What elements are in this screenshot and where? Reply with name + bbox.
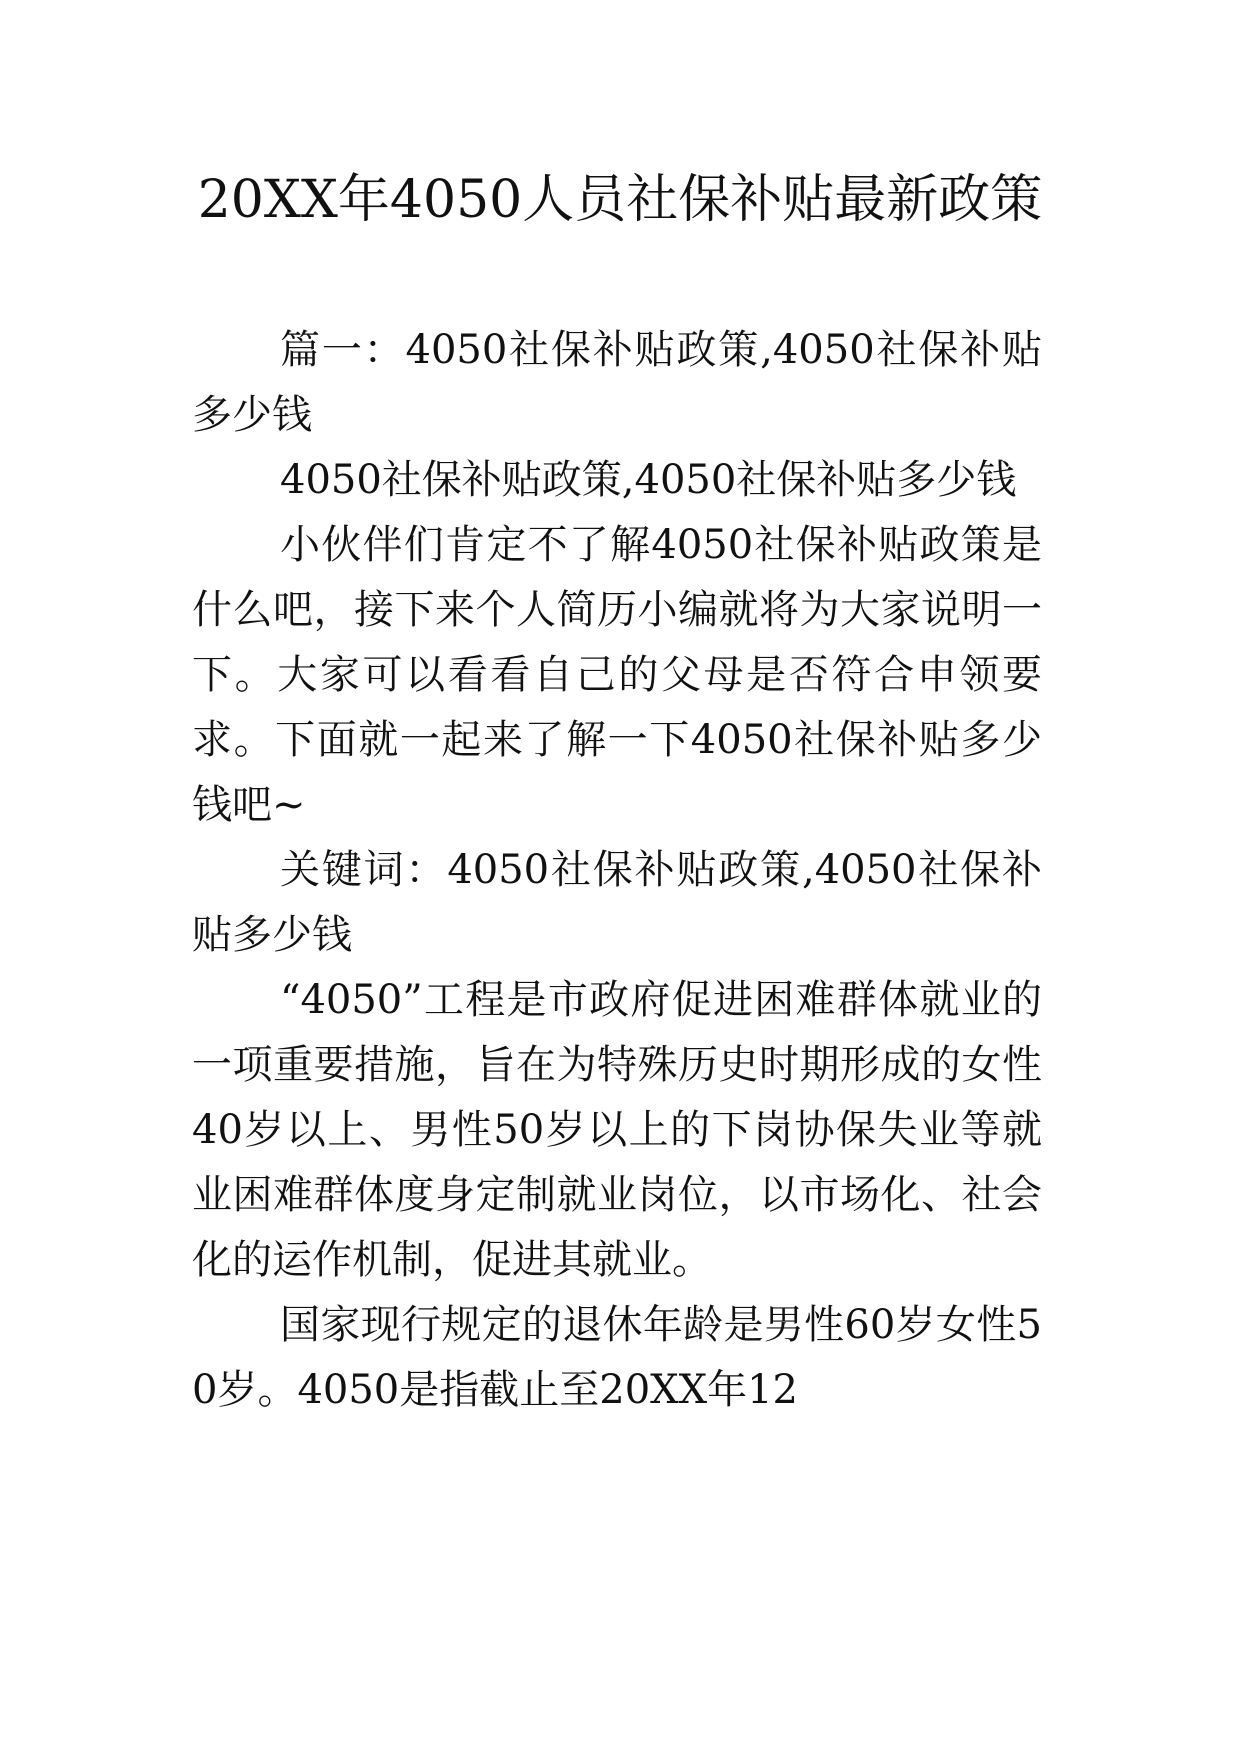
paragraph-section-heading: 篇一：4050社保补贴政策,4050社保补贴多少钱 bbox=[192, 327, 1042, 438]
paragraph-keywords: 关键词：4050社保补贴政策,4050社保补贴多少钱 bbox=[192, 847, 1042, 958]
document-body bbox=[192, 318, 1042, 1423]
paragraph-intro: 小伙伴们肯定不了解4050社保补贴政策是什么吧，接下来个人简历小编就将为大家说明一下。大家可以看看自己的父母是否符合申领要求。下面就一起来了解一下4050社保补贴多少钱吧~ bbox=[192, 522, 1042, 828]
paragraph-retirement-age: 国家现行规定的退休年龄是男性60岁女性50岁。4050是指截止至20XX年12 bbox=[192, 1302, 1042, 1413]
document-title: 20XX年4050人员社保补贴最新政策 bbox=[197, 170, 1043, 230]
paragraph-project-description: “4050”工程是市政府促进困难群体就业的一项重要措施，旨在为特殊历史时期形成的女性40岁以上、男性50岁以上的下岗协保失业等就业困难群体度身定制就业岗位，以市场化、社会化的运作机制，促进其就业。 bbox=[192, 977, 1042, 1283]
paragraph-subheading: 4050社保补贴政策,4050社保补贴多少钱 bbox=[280, 457, 1017, 503]
